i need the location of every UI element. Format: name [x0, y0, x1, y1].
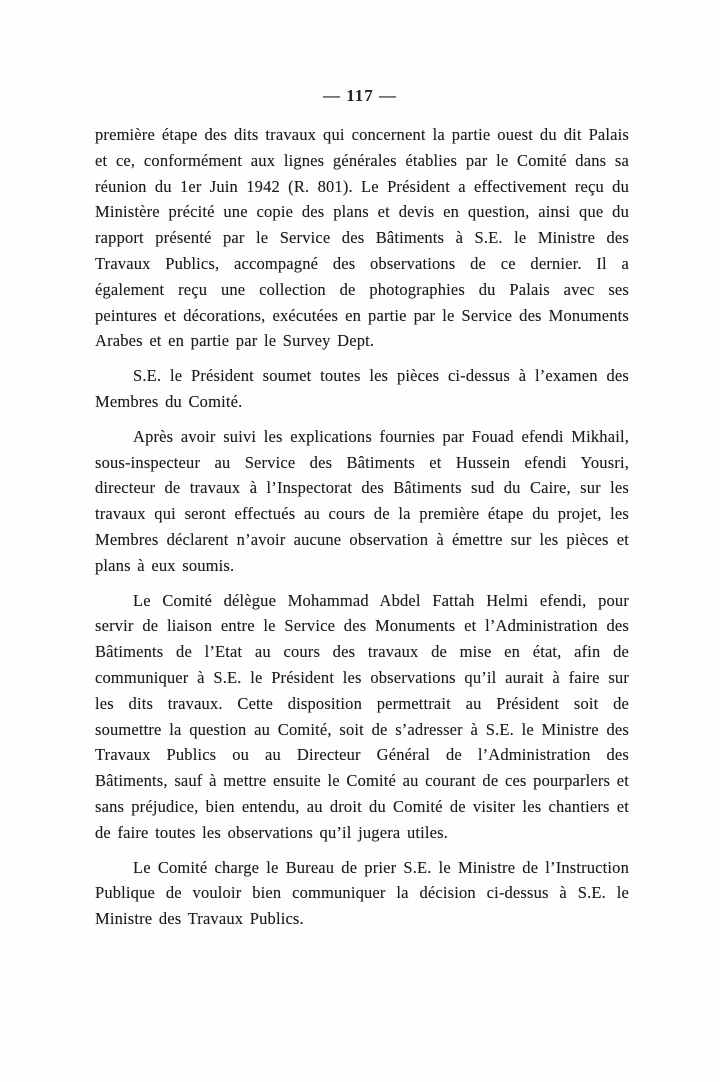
paragraph: Le Comité charge le Bureau de prier S.E. le Ministre de l’Instruction Publique de vouloir bien communiquer la décision ci-dessus à S.E. le Ministre des Travaux Publics. — [95, 857, 629, 929]
page-number-header: — 117 — — [322, 86, 398, 105]
paragraph: Le Comité délègue Mohammad Abdel Fattah Helmi efendi, pour servir de liaison entre le Service des Monuments et l’Administration des Bâtiments de l’Etat au cours des travaux de mise en état, afin de communiquer à S.E. le Président les observations qu’il aurait à faire sur les dits travaux. Cette disposition permettrait au Président soit de soumettre la question au Comité, soit de s’adresser à S.E. le Ministre des Travaux Publics ou au Directeur Général de l’Administration des Bâtiments, sauf à mettre ensuite le Comité au courant de ces pourparlers et sans préjudice, bien entendu, au droit du Comité de visiter les chantiers et de faire toutes les observations qu’il jugera utiles. — [95, 590, 629, 842]
paragraph-continuation: première étape des dits travaux qui concernent la partie ouest du dit Palais et ce, conformément aux lignes générales établies par le Comité dans sa réunion du 1er Juin 1942 (R. 801). Le Président a effectivement reçu du Ministère précité une copie des plans et devis en question, ainsi que du rapport présenté par le Service des Bâtiments à S.E. le Ministre des Travaux Publics, accompagné des observations de ce dernier. Il a également reçu une collection de photographies du Palais avec ses peintures et décorations, exécutées en partie par le Service des Monuments Arabes et en partie par le Survey Dept. — [95, 125, 629, 351]
paragraph: S.E. le Président soumet toutes les pièces ci-dessus à l’examen des Membres du Comité. — [95, 366, 629, 411]
body-text-block — [95, 122, 629, 941]
paragraph: Après avoir suivi les explications fournies par Fouad efendi Mikhail, sous-inspecteur au Service des Bâtiments et Hussein efendi Yousri, directeur de travaux à l’Inspectorat des Bâtiments sud du Caire, sur les travaux qui seront effectués au cours de la première étape du projet, les Membres déclarent n’avoir aucune observation à émettre sur les pièces et plans à eux soumis. — [95, 426, 629, 575]
